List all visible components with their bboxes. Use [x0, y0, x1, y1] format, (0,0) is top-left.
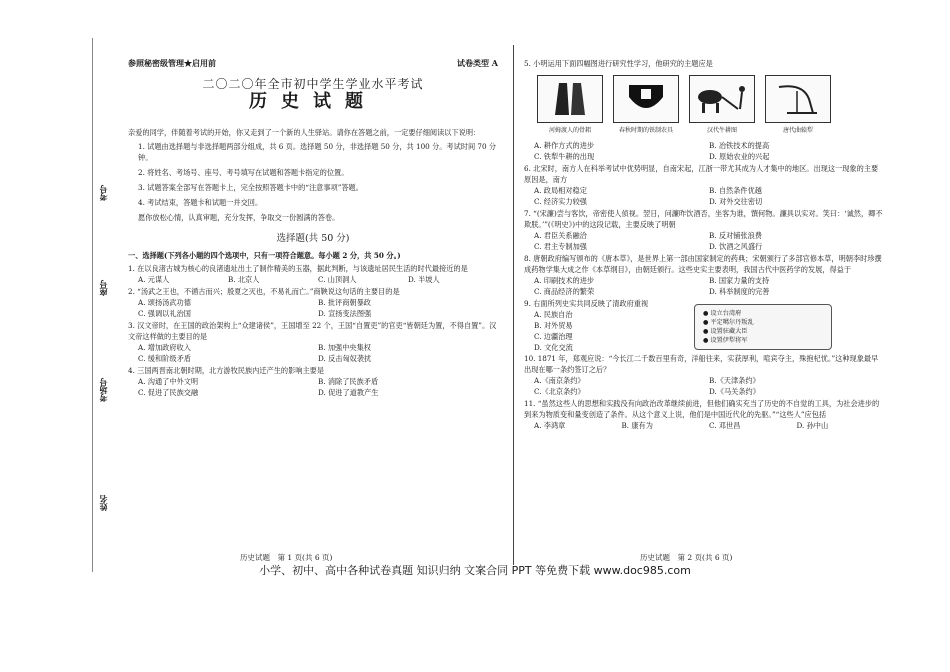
image-caption: 汉代牛耕图 — [706, 127, 737, 134]
option: C. 边疆治理 — [534, 332, 573, 341]
option: C. 君主专制加强 — [534, 242, 587, 251]
question-10 — [524, 353, 884, 397]
scroll-item: ● 设立台湾府 — [703, 310, 742, 317]
option: A.《南京条约》 — [534, 376, 585, 385]
option: D. 宣扬变法图强 — [318, 309, 372, 318]
rules — [128, 141, 498, 223]
question-stem: 1. 在以良渚古城为核心的良渚遗址出土了制作精美的玉器，据此判断，与该遗址居民生活的时代最接近的是 — [128, 264, 468, 273]
section-note: 一、选择题(下列各小题的四个选项中，只有一项符合题意。每小题 2 分，共 50 分。) — [128, 251, 401, 260]
history-scroll — [694, 304, 832, 350]
image-caption: 春秋时期的铁制农具 — [618, 127, 673, 134]
option: D. 促进了道教产生 — [318, 388, 379, 397]
option: A. 政局相对稳定 — [534, 186, 587, 195]
option: C. 经济实力较强 — [534, 197, 587, 206]
paper-type: 试卷类型 A — [457, 58, 498, 68]
scroll-item: ● 设置伊犁将军 — [703, 337, 748, 344]
side-label-exam-number: 考号 — [98, 185, 108, 201]
section-title: 选择题(共 50 分) — [276, 233, 350, 244]
image-item — [764, 75, 832, 136]
column-divider — [513, 45, 514, 565]
option: C. 强调以礼治国 — [138, 309, 191, 318]
option: A. 增加政府收入 — [138, 343, 191, 352]
option: D. 饮酒之风盛行 — [709, 242, 763, 251]
option: A. 沟通了中外文明 — [138, 377, 199, 386]
option: A. 颂扬汤武功德 — [138, 298, 191, 307]
curved-plough-icon — [765, 75, 831, 123]
option: A. 君臣关系融洽 — [534, 231, 587, 240]
iron-tool-icon — [613, 75, 679, 123]
option: C. 山顶洞人 — [318, 275, 357, 284]
exam-title: 二〇二〇年全市初中学生学业水平考试 — [202, 77, 424, 91]
question-3 — [128, 320, 498, 364]
option: D. 科举制度的完善 — [709, 287, 770, 296]
question-4 — [128, 365, 498, 398]
image-item — [612, 75, 680, 136]
subject-title: 历史试题 — [249, 91, 377, 112]
option: B. 自然条件优越 — [709, 186, 762, 195]
option: D. 文化交流 — [534, 343, 573, 352]
question-1 — [128, 263, 498, 285]
question-stem: 8. 唐朝政府编写颁布的《唐本草》，是世界上第一部由国家制定的药典；宋朝颁行了多部官修本草，明朝李时珍撰成药物学集大成之作《本草纲目》，由朝廷颁行。这些史实主要表明，我国古代中医药学的发展，得益于 — [524, 254, 882, 274]
option: B. 北京人 — [228, 275, 260, 284]
option: D. 反击匈奴袭扰 — [318, 354, 372, 363]
option: B. 国家力量的支持 — [709, 276, 770, 285]
option: D. 孙中山 — [796, 421, 829, 430]
option: A. 民族自治 — [534, 310, 573, 319]
question-stem: 7. “(宋濂)尝与客饮，帝密使人侦视。翌日，问濂昨饮酒否，坐客为谁，馔何物。濂具以实对。笑曰：‘诚然，卿不欺朕。’”(《明史》)中的这段记载，主要反映了明朝 — [524, 209, 883, 229]
option: B. 反对铺张浪费 — [709, 231, 762, 240]
rule-item: 愿你放松心情，认真审题，充分发挥，争取交一份圆满的答卷。 — [138, 213, 340, 222]
question-stem: 5. 小明运用下面四幅图进行研究性学习，他研究的主题应是 — [524, 59, 713, 68]
rule-item: 3. 试题答案全部写在答题卡上，完全按照答题卡中的“注意事项”答题。 — [138, 183, 363, 192]
option: C. 邓世昌 — [709, 421, 741, 430]
option: D. 对外交往密切 — [709, 197, 763, 206]
right-column — [524, 58, 884, 432]
side-label-seat: 座号 — [98, 280, 108, 296]
option: A. 李鸿章 — [534, 421, 566, 430]
scroll-item: ● 设置驻藏大臣 — [703, 328, 748, 335]
binding-line — [92, 38, 93, 572]
ox-plough-icon — [689, 75, 755, 123]
page-footer-left: 历史试题 第 1 页(共 6 页) — [240, 553, 333, 562]
question-9 — [524, 298, 884, 353]
question-stem: 11. “虽然这些人的思想和实践没有向政治改革继续前进，但他们确实充当了历史的不自觉的工具，为社会进步的到来为物质变和量变创造了条件。从这个意义上说，他们是中国近代化的先驱。”“这些人”应包括 — [524, 399, 880, 419]
image-item — [536, 75, 604, 136]
rule-item: 4. 考试结束，答题卡和试题一并交回。 — [138, 198, 263, 207]
secret-level: 参照秘密级管理★启用前 — [128, 58, 216, 68]
page-footer-right: 历史试题 第 2 页(共 6 页) — [640, 553, 733, 562]
question-6 — [524, 163, 884, 207]
option: B. 消除了民族矛盾 — [318, 377, 379, 386]
scroll-item: ● 平定噶尔丹叛乱 — [703, 319, 754, 326]
option: C.《北京条约》 — [534, 387, 585, 396]
intro — [128, 127, 498, 138]
download-banner[interactable]: 小学、初中、高中各种试卷真题 知识归纳 文案合同 PPT 等免费下载 www.doc985.com — [259, 564, 691, 577]
option: D. 原始农业的兴起 — [709, 152, 770, 161]
question-stem: 6. 北宋时，南方人在科举考试中优势明显，自南宋起，江浙一带尤其成为人才集中的地区。出现这一现象的主要原因是，南方 — [524, 164, 879, 184]
side-label-name: 姓名 — [98, 495, 108, 511]
question-stem: 4. 三国两晋南北朝时期，北方游牧民族内迁产生的影响主要是 — [128, 366, 325, 375]
option: B. 康有为 — [621, 421, 653, 430]
bone-spade-icon — [537, 75, 603, 123]
intro-text: 亲爱的同学，伴随着考试的开始，你又走到了一个新的人生驿站。请你在答题之前，一定要仔细阅读以下说明： — [128, 128, 481, 137]
question-8 — [524, 253, 884, 297]
question-7 — [524, 208, 884, 252]
rule-item: 2. 将姓名、考场号、座号、考号填写在试题和答题卡指定的位置。 — [138, 168, 349, 177]
option: C. 促进了民族交融 — [138, 388, 199, 397]
question-stem: 10. 1871 年，郑观应说：“今长江二千数百里有奇，洋船往来，实获厚利，喧宾夺主，殊抱杞忧。”这种现象最早出现在哪一条约签订之后？ — [524, 354, 879, 374]
option: B. 加强中央集权 — [318, 343, 371, 352]
option: B. 批评商朝暴政 — [318, 298, 371, 307]
question-2 — [128, 286, 498, 319]
option: B. 对外贸易 — [534, 321, 573, 330]
side-label-room: 考场号 — [98, 378, 108, 402]
rule-item: 1. 试题由选择题与非选择题两部分组成，共 6 页。选择题 50 分，非选择题 50 分，共 100 分。考试时间 70 分钟。 — [138, 142, 497, 162]
image-item — [688, 75, 756, 136]
option: D.《马关条约》 — [709, 387, 760, 396]
question-stem: 9. 右面所列史实共同反映了清政府重视 — [524, 299, 649, 308]
option: A. 元谋人 — [138, 275, 170, 284]
image-caption: 唐代曲辕犁 — [782, 127, 813, 134]
left-column — [128, 58, 498, 399]
question-stem: 3. 汉文帝时，在王国的政治架构上“众建诸侯”，王国增至 22 个，王国“自置吏”的官吏“皆朝廷为置，不得自置”。汉文帝这样做的主要目的是 — [128, 321, 497, 341]
option: C. 缓和阶级矛盾 — [138, 354, 191, 363]
option: B. 冶铁技术的提高 — [709, 141, 770, 150]
option: C. 商品经济的繁荣 — [534, 287, 595, 296]
question-stem: 2. “汤武之王也，不循古而兴；殷夏之灭也，不易礼而亡。”商鞅说这句话的主要目的是 — [128, 287, 400, 296]
option: A. 耕作方式的进步 — [534, 141, 595, 150]
option: A. 印刷技术的进步 — [534, 276, 595, 285]
question-11 — [524, 398, 884, 431]
image-caption: 河姆渡人的骨耜 — [548, 127, 591, 134]
image-row — [536, 75, 884, 136]
option: B.《天津条约》 — [709, 376, 760, 385]
option: D. 半坡人 — [408, 275, 440, 284]
page-header — [128, 58, 498, 69]
option: C. 铁犁牛耕的出现 — [534, 152, 595, 161]
question-5 — [524, 58, 884, 162]
